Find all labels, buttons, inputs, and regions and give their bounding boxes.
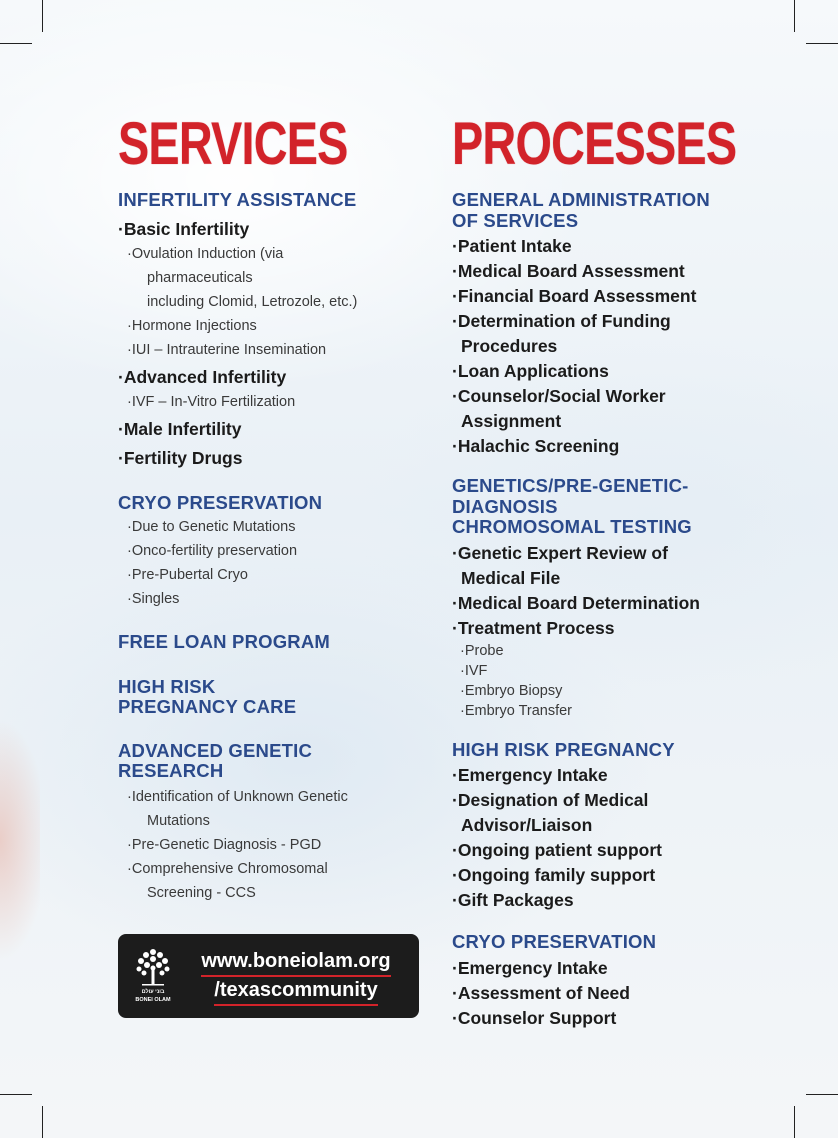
list-item: · Treatment Process <box>452 616 792 641</box>
list-item: · Financial Board Assessment <box>452 284 792 309</box>
list-item: · Due to Genetic Mutations <box>118 515 428 539</box>
crop-mark <box>42 1106 43 1138</box>
crop-mark <box>806 43 838 44</box>
list-item: · Loan Applications <box>452 359 792 384</box>
processes-title: PROCESSES <box>452 110 737 177</box>
logo-text-hebrew: בוני עולם <box>141 989 165 995</box>
tree-logo-icon <box>132 946 174 1004</box>
services-column <box>118 112 428 905</box>
list-item: · IUI – Intrauterine Insemination <box>118 338 428 362</box>
url-line-2[interactable]: /texascommunity <box>214 977 377 1006</box>
list-item: · Onco-fertility preservation <box>118 539 428 563</box>
list-item: · Emergency Intake <box>452 956 792 981</box>
list-item: · Identification of Unknown Genetic Mutations <box>118 785 428 833</box>
cryo-process-heading: CRYO PRESERVATION <box>452 931 657 952</box>
processes-column <box>452 112 792 1031</box>
logo-text-english: BONEI OLAM <box>135 997 171 1003</box>
list-item: · Patient Intake <box>452 234 792 259</box>
list-item: · Medical Board Determination <box>452 591 792 616</box>
crop-mark <box>0 43 32 44</box>
website-banner[interactable] <box>118 934 419 1018</box>
cryo-heading: CRYO PRESERVATION <box>118 491 323 513</box>
list-item: · IVF – In-Vitro Fertilization <box>118 390 428 414</box>
high-risk-pregnancy-heading: HIGH RISK PREGNANCY <box>452 738 675 760</box>
high-risk-heading: HIGH RISK PREGNANCY CARE <box>118 675 297 717</box>
list-item: · Assessment of Need <box>452 981 792 1006</box>
fertility-drugs: · Fertility Drugs <box>118 446 428 471</box>
background-skin-tone <box>0 720 40 960</box>
list-item: · Probe <box>452 641 792 661</box>
list-item: · Embryo Biopsy <box>452 681 792 701</box>
list-item: · Genetic Expert Review of Medical File <box>452 541 792 591</box>
list-item: · Singles <box>118 587 428 611</box>
list-item: · Counselor Support <box>452 1006 792 1031</box>
crop-mark <box>0 1094 32 1095</box>
services-title: SERVICES <box>118 110 348 177</box>
crop-mark <box>794 1106 795 1138</box>
list-item: · Ongoing family support <box>452 863 792 888</box>
list-item: · Hormone Injections <box>118 314 428 338</box>
basic-infertility: · Basic Infertility <box>118 217 428 242</box>
list-item: · Designation of Medical Advisor/Liaison <box>452 788 792 838</box>
url-line-1[interactable]: www.boneiolam.org <box>201 948 390 977</box>
list-item: · IVF <box>452 661 792 681</box>
crop-mark <box>42 0 43 32</box>
list-item: · Halachic Screening <box>452 434 792 459</box>
genetic-research-heading: ADVANCED GENETIC RESEARCH <box>118 739 313 781</box>
list-item: · Determination of Funding Procedures <box>452 309 792 359</box>
admin-heading: GENERAL ADMINISTRATION OF SERVICES <box>452 189 710 231</box>
list-item: · Medical Board Assessment <box>452 259 792 284</box>
list-item: · Counselor/Social Worker Assignment <box>452 384 792 434</box>
list-item: · Pre-Genetic Diagnosis - PGD <box>118 833 428 857</box>
list-item: · Pre-Pubertal Cryo <box>118 563 428 587</box>
list-item: · Ongoing patient support <box>452 838 792 863</box>
website-url[interactable] <box>188 948 404 1006</box>
list-item: · Gift Packages <box>452 888 792 913</box>
male-infertility: · Male Infertility <box>118 417 428 442</box>
genetics-heading: GENETICS/PRE-GENETIC- DIAGNOSIS CHROMOSOMAL TESTING <box>452 475 692 537</box>
crop-mark <box>806 1094 838 1095</box>
loan-heading: FREE LOAN PROGRAM <box>118 631 331 652</box>
infertility-heading: INFERTILITY ASSISTANCE <box>118 189 357 210</box>
list-item: · Embryo Transfer <box>452 701 792 721</box>
crop-mark <box>794 0 795 32</box>
list-item: · Ovulation Induction (via pharmaceuticals including Clomid, Letrozole, etc.) <box>118 242 428 314</box>
list-item: · Comprehensive Chromosomal Screening - CCS <box>118 857 428 905</box>
advanced-infertility: · Advanced Infertility <box>118 365 428 390</box>
list-item: · Emergency Intake <box>452 763 792 788</box>
